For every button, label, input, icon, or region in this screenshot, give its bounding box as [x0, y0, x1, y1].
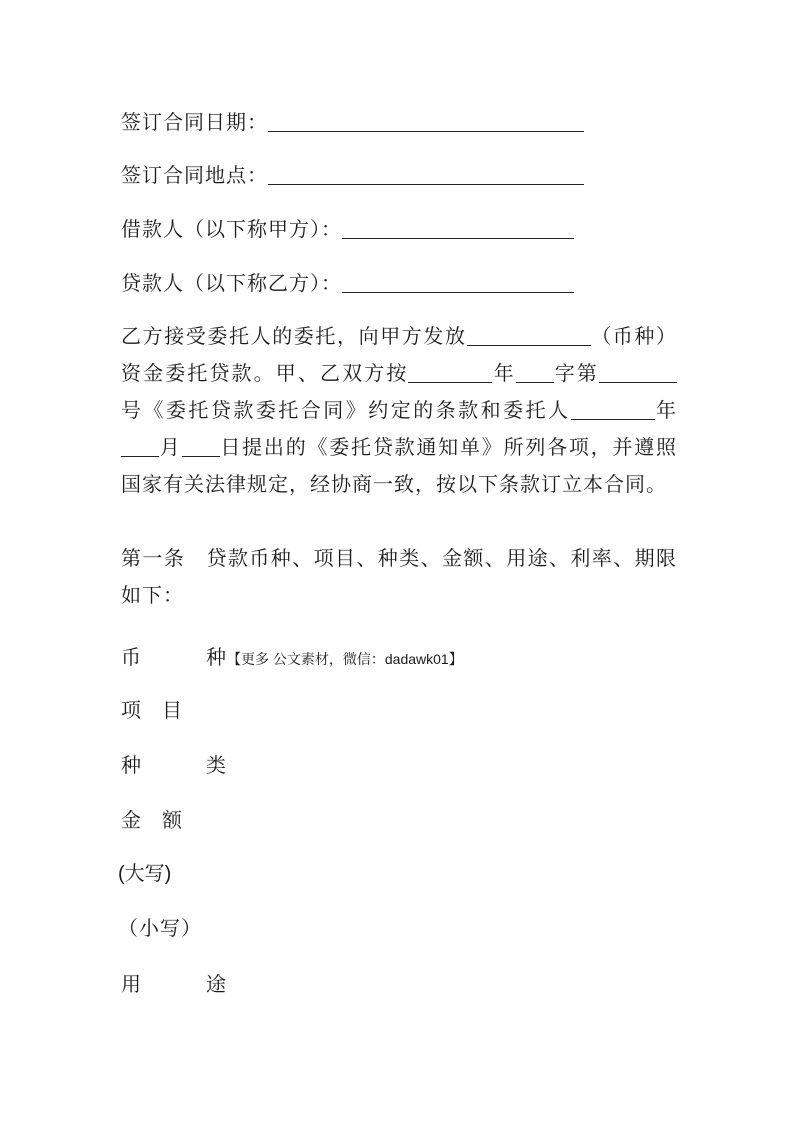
signing-place-blank[interactable] [268, 166, 584, 185]
borrower-label: 借款人（以下称甲方）： [121, 217, 342, 241]
lender-label: 贷款人（以下称乙方）： [121, 271, 342, 295]
item-label: 目 [162, 698, 183, 722]
preamble-line-4 [121, 429, 677, 466]
item-amount-lower: （小写） [118, 916, 202, 940]
contract-year-blank[interactable] [408, 364, 492, 383]
preamble-text: 日提出的《委托贷款通知单》所列各项，并遵照 [219, 435, 678, 459]
item-label: 种 [121, 753, 142, 777]
item-label: 途 [206, 972, 227, 996]
item-amount [121, 808, 183, 832]
signing-date-line [121, 110, 584, 134]
month-text: 月 [159, 435, 182, 459]
article-1-line-1: 第一条 贷款币种、项目、种类、金额、用途、利率、期限 [121, 546, 677, 570]
preamble-paragraph [121, 318, 677, 503]
currency-blank[interactable] [467, 327, 591, 346]
item-label: 项 [121, 698, 142, 722]
word-no-text: 字第 [553, 361, 600, 385]
preamble-text: 乙方接受委托人的委托，向甲方发放 [121, 324, 467, 348]
preamble-text: 号《委托贷款委托合同》约定的条款和委托人 [121, 398, 571, 422]
notice-month-blank[interactable] [121, 438, 159, 457]
year-text: 年 [492, 361, 516, 385]
preamble-line-2 [121, 355, 677, 392]
contract-word-blank[interactable] [516, 364, 554, 383]
preamble-text: 资金委托贷款。甲、乙双方按 [121, 361, 409, 385]
borrower-line [121, 217, 574, 241]
notice-year-blank[interactable] [571, 401, 655, 420]
preamble-line-5: 国家有关法律规定，经协商一致，按以下条款订立本合同。 [121, 472, 667, 496]
item-label: 额 [162, 808, 183, 832]
preamble-line-3 [121, 392, 677, 429]
preamble-line-1 [121, 318, 677, 355]
signing-date-blank[interactable] [268, 113, 584, 132]
item-currency [121, 645, 463, 671]
year-text: 年 [654, 398, 678, 422]
item-label: 种 [206, 645, 227, 669]
item-label: 金 [121, 808, 142, 832]
signing-place-line [121, 163, 584, 187]
promo-note: 【更多 公文素材，微信：dadawk01】 [227, 651, 463, 667]
lender-line [121, 271, 574, 295]
item-type [121, 753, 227, 777]
signing-place-label: 签订合同地点： [121, 163, 268, 187]
contract-number-blank[interactable] [599, 364, 677, 383]
article-1-line-2: 如下： [121, 583, 184, 607]
item-label: 用 [121, 972, 142, 996]
item-purpose [121, 972, 227, 996]
item-amount-upper: (大写) [118, 863, 172, 885]
item-label: 币 [121, 645, 142, 669]
article-1 [121, 540, 677, 614]
lender-blank[interactable] [342, 274, 574, 293]
borrower-blank[interactable] [342, 220, 574, 239]
notice-day-blank[interactable] [182, 438, 220, 457]
signing-date-label: 签订合同日期： [121, 110, 268, 134]
item-project [121, 698, 183, 722]
item-label: 类 [206, 753, 227, 777]
currency-text: （币种） [590, 324, 678, 348]
